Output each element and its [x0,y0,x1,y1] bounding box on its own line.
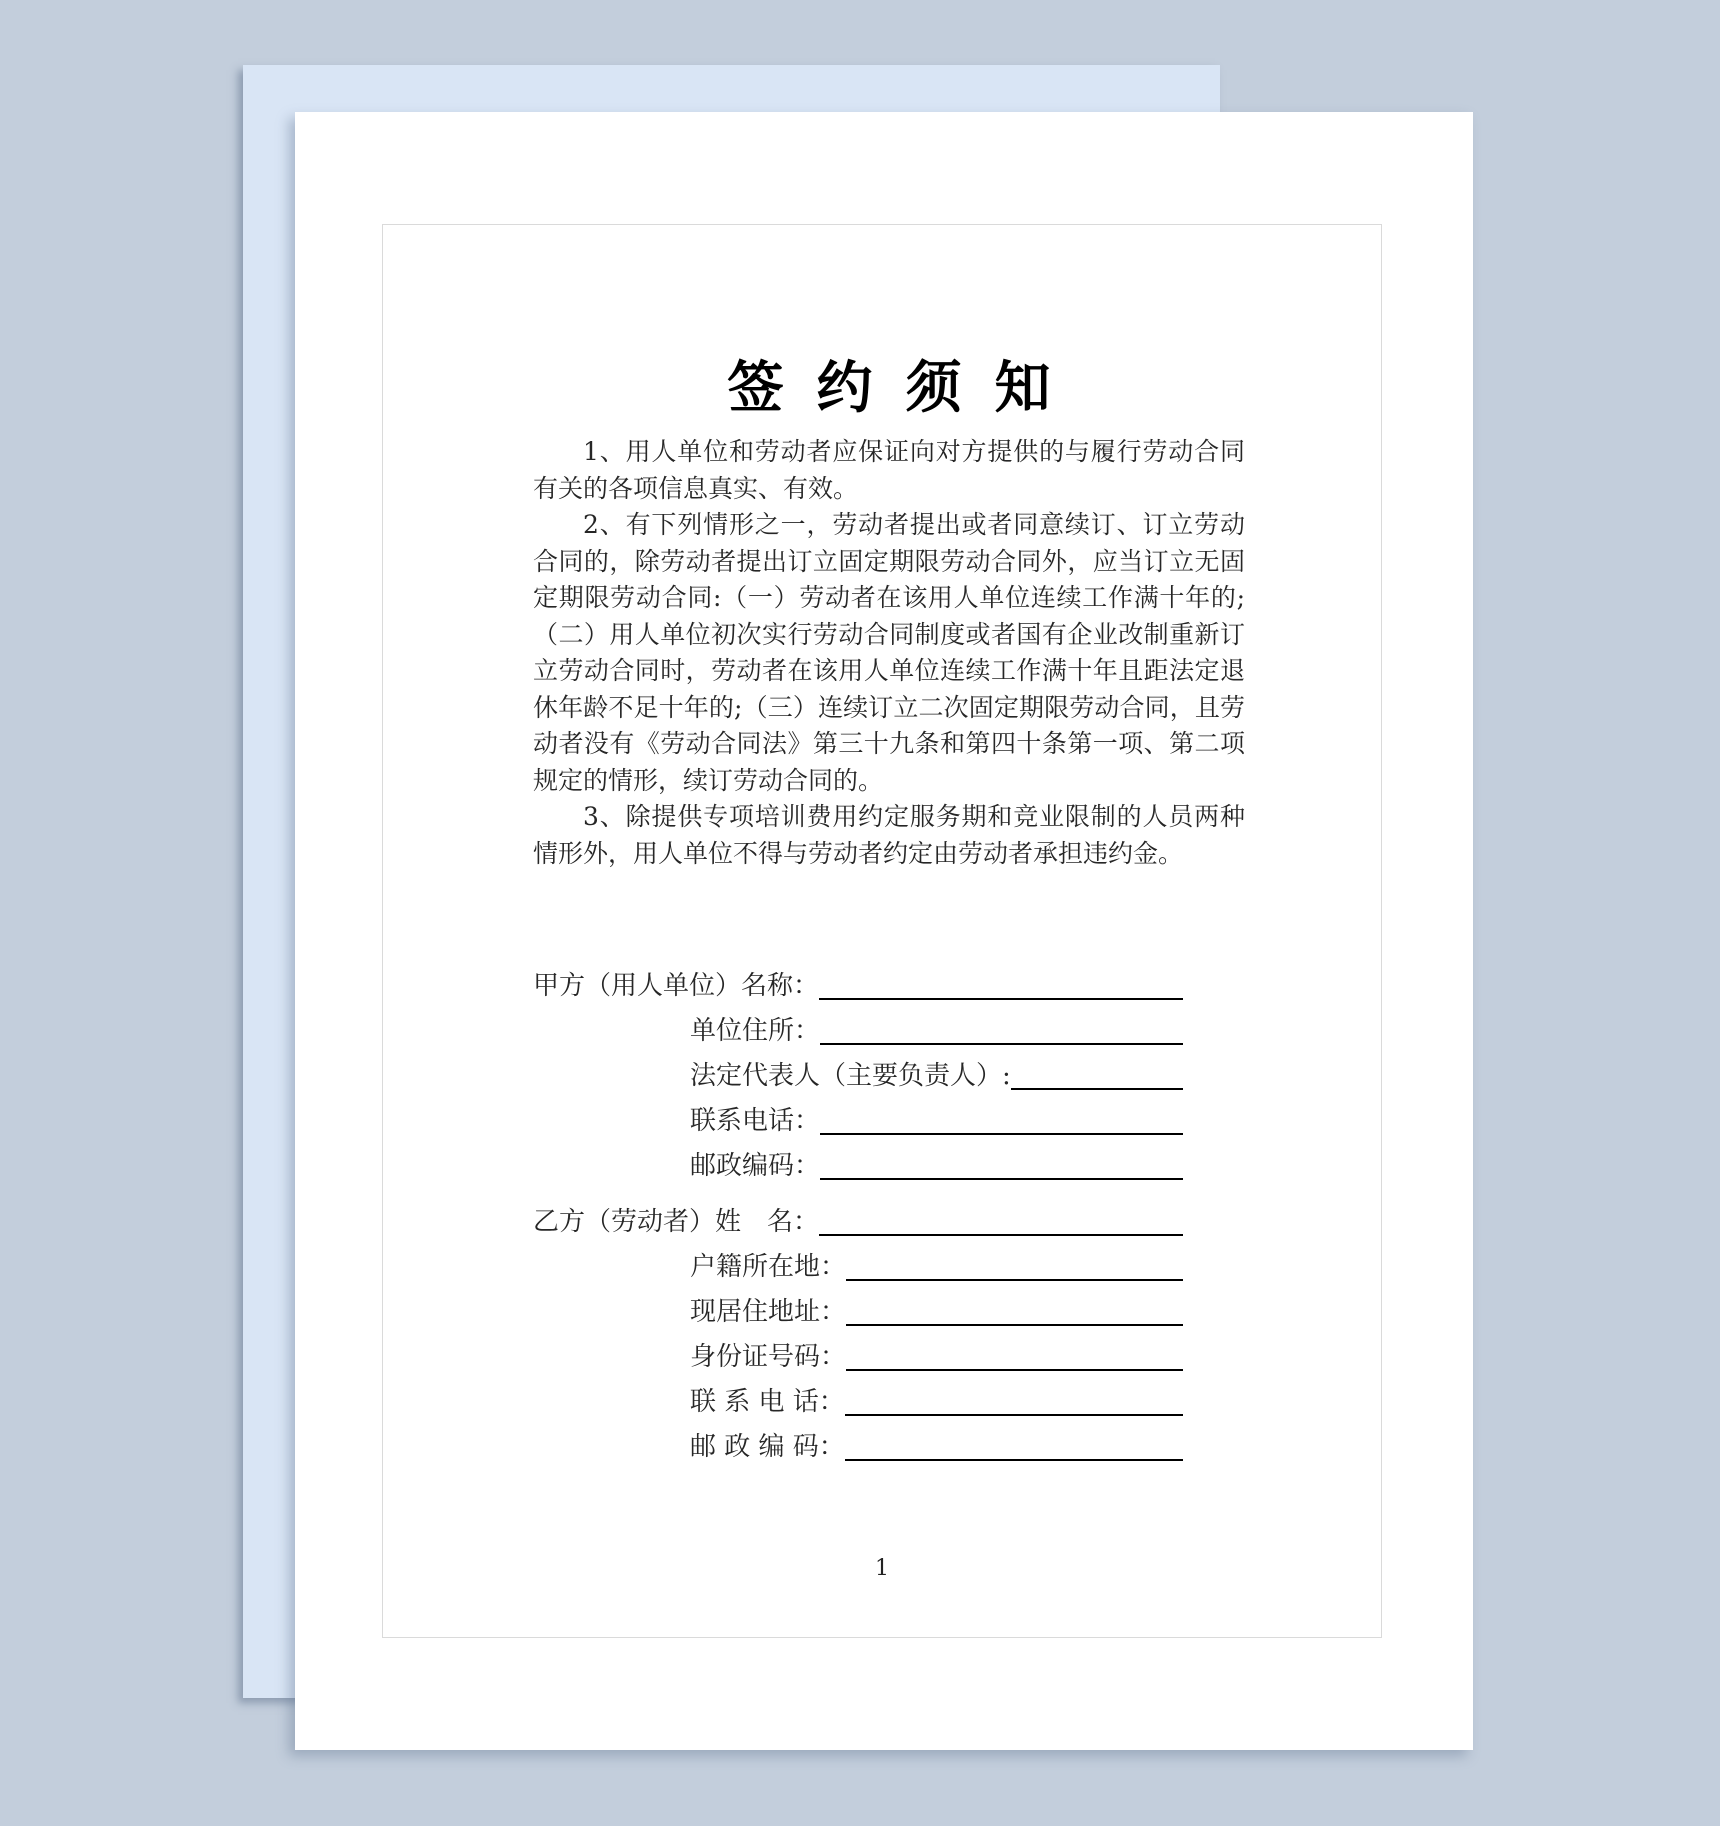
paragraph-1: 1、用人单位和劳动者应保证向对方提供的与履行劳动合同有关的各项信息真实、有效。 [533,437,1245,503]
paragraph-3: 3、除提供专项培训费用约定服务期和竞业限制的人员两种情形外，用人单位不得与劳动者约定由劳动者承担违约金。 [533,802,1245,868]
blank-underline [820,1132,1183,1135]
document-page [295,112,1473,1750]
form-label: 户籍所在地： [690,1252,847,1282]
page-number: 1 [875,1556,889,1581]
party-a-form [533,958,1183,1183]
blank-underline [820,1042,1183,1045]
blank-underline [1011,1087,1183,1090]
form-row [533,1138,1183,1183]
blank-underline [819,997,1183,1000]
party-b-form [533,1194,1183,1464]
blank-underline [846,1368,1183,1371]
form-label: 邮 政 编 码： [690,1432,845,1462]
form-row [533,1374,1183,1419]
form-label: 联 系 电 话： [690,1387,845,1417]
form-row [533,1284,1183,1329]
form-row [533,958,1183,1003]
blank-underline [819,1233,1183,1236]
blank-underline [820,1177,1183,1180]
document-body [533,434,1245,872]
blank-underline [846,1323,1183,1326]
blank-underline [845,1413,1183,1416]
form-row [533,1194,1183,1239]
form-row [533,1329,1183,1374]
form-row [533,1419,1183,1464]
form-label: 法定代表人（主要负责人）: [690,1061,1011,1091]
form-row [533,1239,1183,1284]
form-label: 联系电话： [690,1106,821,1136]
form-label: 乙方（劳动者）姓 名： [533,1207,820,1237]
form-row [533,1048,1183,1093]
form-label: 甲方（用人单位）名称： [533,971,820,1001]
paragraph-2: 2、有下列情形之一，劳动者提出或者同意续订、订立劳动合同的，除劳动者提出订立固定期限劳动合同外，应当订立无固定期限劳动合同:（一）劳动者在该用人单位连续工作满十年的;（二）用人单位初次实行劳动合同制度或者国有企业改制重新订立劳动合同时，劳动者在该用人单位连续工作满十年且距法定退休年龄不足十年的;（三）连续订立二次固定期限劳动合同，且劳动者没有《劳动合同法》第三十九条和第四十条第一项、第二项规定的情形，续订劳动合同的。 [533,510,1245,795]
document-title: 签约须知 [727,355,1084,421]
form-label: 邮政编码： [690,1151,821,1181]
form-row [533,1093,1183,1138]
form-label: 现居住地址： [690,1297,847,1327]
blank-underline [846,1278,1183,1281]
form-row [533,1003,1183,1048]
blank-underline [845,1458,1183,1461]
form-label: 身份证号码： [690,1342,847,1372]
form-label: 单位住所： [690,1016,821,1046]
